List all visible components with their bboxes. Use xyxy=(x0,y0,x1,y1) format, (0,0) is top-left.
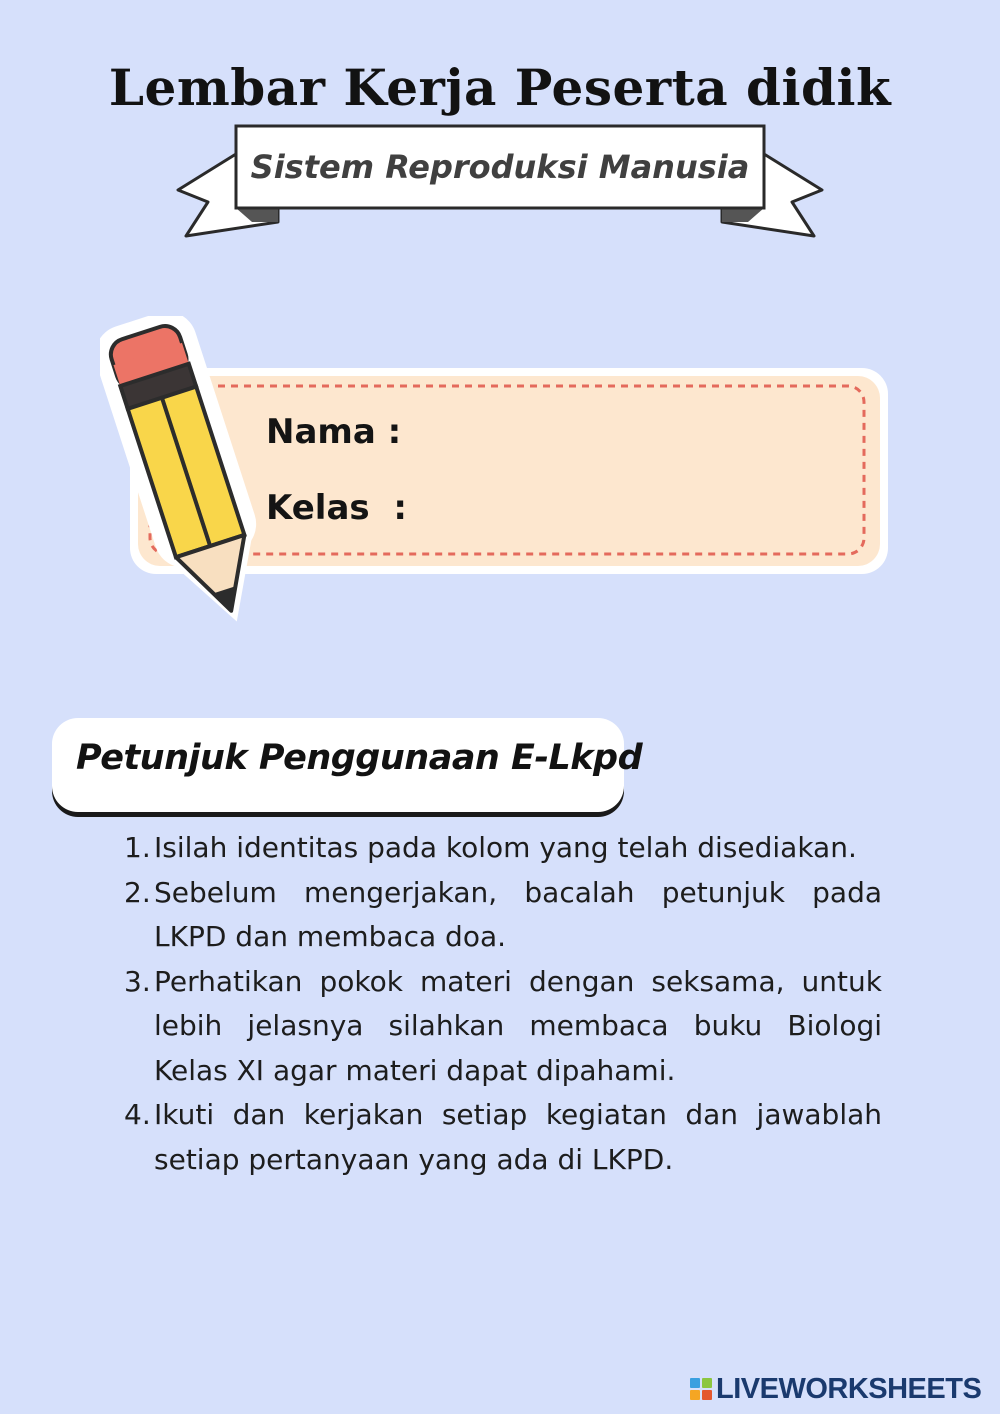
list-item xyxy=(124,826,882,871)
list-item-text: Isilah identitas pada kolom yang telah disediakan. xyxy=(154,831,857,864)
class-label: Kelas : xyxy=(266,488,407,528)
list-item-text: Ikuti dan kerjakan setiap kegiatan dan jawablah setiap pertanyaan yang ada di LKPD. xyxy=(154,1098,882,1176)
name-label: Nama : xyxy=(266,412,402,452)
ribbon-subtitle: Sistem Reproduksi Manusia xyxy=(250,148,750,186)
list-item-number: 2. xyxy=(124,875,151,909)
page-title: Lembar Kerja Peserta didik xyxy=(108,58,892,117)
list-item-number: 1. xyxy=(124,831,151,864)
list-item xyxy=(124,960,882,1094)
list-item-text: Perhatikan pokok materi dengan seksama, untuk lebih jelasnya silahkan membaca buku Biologi Kelas XI agar materi dapat dipahami. xyxy=(154,964,882,1087)
identity-card xyxy=(100,316,900,636)
instructions-heading: Petunjuk Penggunaan E-Lkpd xyxy=(76,738,643,778)
list-item xyxy=(124,871,882,960)
instructions-list xyxy=(124,826,882,1182)
brand-name: LIVEWORKSHEETS xyxy=(716,1372,982,1405)
liveworksheets-logo-icon xyxy=(690,1378,712,1400)
list-item-number: 3. xyxy=(124,964,151,998)
list-item-number: 4. xyxy=(124,1098,151,1131)
list-item-text: Sebelum mengerjakan, bacalah petunjuk pada LKPD dan membaca doa. xyxy=(154,875,882,953)
list-item xyxy=(124,1093,882,1182)
liveworksheets-brand[interactable] xyxy=(690,1372,981,1406)
